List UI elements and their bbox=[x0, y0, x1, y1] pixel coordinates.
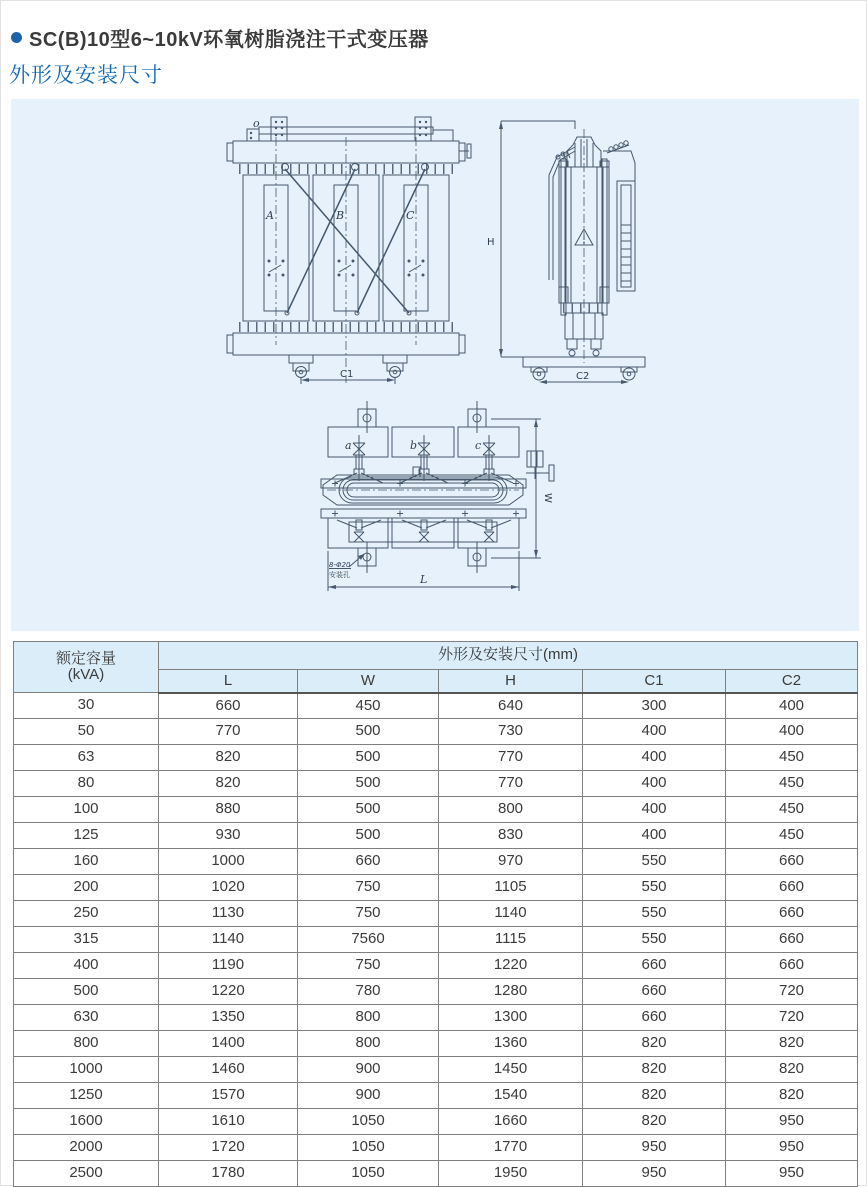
phase-label-c: c bbox=[475, 439, 482, 452]
dimension-cell: 900 bbox=[298, 1057, 439, 1083]
capacity-cell: 63 bbox=[14, 745, 159, 771]
dimension-cell: 640 bbox=[439, 693, 583, 719]
phase-label-C: C bbox=[406, 209, 415, 222]
dimension-cell: 800 bbox=[298, 1031, 439, 1057]
dimension-cell: 550 bbox=[583, 875, 726, 901]
mounting-tabs-bottom bbox=[358, 542, 486, 573]
dimension-cell: 500 bbox=[298, 771, 439, 797]
dimension-cell: 1720 bbox=[159, 1135, 298, 1161]
bushings-bottom bbox=[337, 520, 511, 542]
table-row bbox=[14, 849, 858, 875]
dimension-cell: 930 bbox=[159, 823, 298, 849]
dimension-cell: 750 bbox=[298, 901, 439, 927]
dimension-h bbox=[487, 121, 575, 357]
dimension-cell: 660 bbox=[159, 693, 298, 719]
capacity-cell: 630 bbox=[14, 1005, 159, 1031]
note-hole-spec: 8-Φ20 bbox=[329, 561, 351, 569]
table-row bbox=[14, 823, 858, 849]
dimension-cell: 7560 bbox=[298, 927, 439, 953]
dimension-cell: 1950 bbox=[439, 1161, 583, 1187]
lug-bolts bbox=[250, 121, 427, 139]
dim-l-label: L bbox=[420, 573, 428, 586]
capacity-cell: 800 bbox=[14, 1031, 159, 1057]
capacity-cell: 2000 bbox=[14, 1135, 159, 1161]
capacity-cell: 500 bbox=[14, 979, 159, 1005]
table-row bbox=[14, 797, 858, 823]
dimension-cell: 500 bbox=[298, 797, 439, 823]
dim-w-label: W bbox=[542, 493, 553, 503]
dimension-cell: 660 bbox=[726, 849, 858, 875]
side-fitting bbox=[526, 451, 554, 481]
column-header-W: W bbox=[298, 670, 439, 693]
dimension-cell: 660 bbox=[583, 1005, 726, 1031]
table-row bbox=[14, 1161, 858, 1187]
mounting-tabs-top bbox=[358, 401, 486, 433]
table-row bbox=[14, 1083, 858, 1109]
dimension-cell: 500 bbox=[298, 745, 439, 771]
terminal-panel bbox=[617, 181, 635, 291]
table-row bbox=[14, 1057, 858, 1083]
dimension-cell: 550 bbox=[583, 901, 726, 927]
dimension-cell: 450 bbox=[726, 823, 858, 849]
page-title bbox=[11, 23, 429, 52]
dimension-cell: 1280 bbox=[439, 979, 583, 1005]
dimensions-group-header: 外形及安装尺寸(mm) bbox=[159, 642, 858, 670]
capacity-cell: 2500 bbox=[14, 1161, 159, 1187]
dimension-cell: 1130 bbox=[159, 901, 298, 927]
table-row bbox=[14, 745, 858, 771]
capacity-cell: 100 bbox=[14, 797, 159, 823]
dimension-cell: 300 bbox=[583, 693, 726, 719]
capacity-cell: 125 bbox=[14, 823, 159, 849]
dim-c2-label: C2 bbox=[576, 371, 590, 382]
dimension-cell: 1140 bbox=[159, 927, 298, 953]
dimension-cell: 450 bbox=[726, 771, 858, 797]
note-hole-caption: 安装孔 bbox=[329, 571, 350, 579]
dimension-cell: 820 bbox=[583, 1109, 726, 1135]
dimension-cell: 950 bbox=[583, 1161, 726, 1187]
dimension-cell: 1115 bbox=[439, 927, 583, 953]
dimension-cell: 820 bbox=[159, 745, 298, 771]
dimension-cell: 820 bbox=[583, 1083, 726, 1109]
page-title-text: SC(B)10型6~10kV环氧树脂浇注干式变压器 bbox=[29, 29, 429, 51]
dimension-cell: 780 bbox=[298, 979, 439, 1005]
dim-h-label: H bbox=[487, 237, 495, 248]
phase-label-a: a bbox=[345, 439, 352, 452]
dimension-cell: 900 bbox=[298, 1083, 439, 1109]
bushings-top bbox=[335, 435, 513, 483]
dimension-cell: 820 bbox=[583, 1031, 726, 1057]
dimension-cell: 1360 bbox=[439, 1031, 583, 1057]
dimension-cell: 770 bbox=[439, 771, 583, 797]
capacity-cell: 1600 bbox=[14, 1109, 159, 1135]
dimension-cell: 750 bbox=[298, 953, 439, 979]
dimension-l bbox=[328, 551, 519, 591]
capacity-cell: 200 bbox=[14, 875, 159, 901]
dimension-table bbox=[13, 641, 858, 1187]
dimension-cell: 820 bbox=[726, 1083, 858, 1109]
dimension-cell: 750 bbox=[298, 875, 439, 901]
front-corner-label: o bbox=[253, 117, 260, 130]
bottom-clamp-row bbox=[328, 518, 519, 548]
dimension-cell: 770 bbox=[159, 719, 298, 745]
side-view-drawing bbox=[479, 105, 679, 387]
bullet-icon bbox=[11, 32, 22, 43]
table-row bbox=[14, 1135, 858, 1161]
capacity-cell: 30 bbox=[14, 693, 159, 719]
dimension-cell: 400 bbox=[726, 693, 858, 719]
capacity-cell: 160 bbox=[14, 849, 159, 875]
dimension-cell: 950 bbox=[583, 1135, 726, 1161]
table-row bbox=[14, 1005, 858, 1031]
capacity-cell: 400 bbox=[14, 953, 159, 979]
table-row bbox=[14, 1109, 858, 1135]
dimension-cell: 1190 bbox=[159, 953, 298, 979]
dimension-cell: 730 bbox=[439, 719, 583, 745]
dimension-cell: 970 bbox=[439, 849, 583, 875]
dimension-cell: 1000 bbox=[159, 849, 298, 875]
dimension-cell: 950 bbox=[726, 1109, 858, 1135]
table-row bbox=[14, 771, 858, 797]
dimension-cell: 660 bbox=[726, 953, 858, 979]
capacity-cell: 250 bbox=[14, 901, 159, 927]
dimension-cell: 1450 bbox=[439, 1057, 583, 1083]
dimension-cell: 660 bbox=[583, 979, 726, 1005]
table-row bbox=[14, 979, 858, 1005]
dimension-cell: 880 bbox=[159, 797, 298, 823]
front-view-drawing bbox=[221, 109, 471, 387]
dimension-cell: 660 bbox=[583, 953, 726, 979]
dimension-cell: 1350 bbox=[159, 1005, 298, 1031]
dimension-cell: 720 bbox=[726, 1005, 858, 1031]
phase-label-A: A bbox=[266, 209, 274, 222]
dimension-cell: 660 bbox=[726, 875, 858, 901]
lifting-lug-assembly bbox=[247, 117, 471, 158]
dimension-c2 bbox=[539, 371, 629, 384]
dimension-cell: 820 bbox=[159, 771, 298, 797]
dimension-cell: 1020 bbox=[159, 875, 298, 901]
dimension-cell: 550 bbox=[583, 927, 726, 953]
capacity-header-line1: 额定容量 bbox=[55, 649, 116, 667]
dimension-cell: 1400 bbox=[159, 1031, 298, 1057]
capacity-header-line2: (kVA) bbox=[67, 666, 105, 683]
dimension-cell: 660 bbox=[726, 927, 858, 953]
dimension-cell: 1610 bbox=[159, 1109, 298, 1135]
section-heading: 外形及安装尺寸 bbox=[9, 64, 163, 87]
table-row bbox=[14, 953, 858, 979]
table-row bbox=[14, 927, 858, 953]
table-body bbox=[14, 693, 858, 1187]
dimension-cell: 800 bbox=[298, 1005, 439, 1031]
dimension-cell: 550 bbox=[583, 849, 726, 875]
dimension-cell: 450 bbox=[298, 693, 439, 719]
dimension-cell: 660 bbox=[726, 901, 858, 927]
capacity-column-header bbox=[14, 642, 159, 693]
dimension-cell: 1220 bbox=[439, 953, 583, 979]
dimension-cell: 1780 bbox=[159, 1161, 298, 1187]
dimension-cell: 820 bbox=[583, 1057, 726, 1083]
column-header-L: L bbox=[159, 670, 298, 693]
dimension-cell: 450 bbox=[726, 745, 858, 771]
dimension-cell: 950 bbox=[726, 1161, 858, 1187]
table-row bbox=[14, 693, 858, 719]
top-view-drawing bbox=[301, 391, 566, 616]
phase-label-B: B bbox=[336, 209, 345, 222]
table-row bbox=[14, 719, 858, 745]
dimension-cell: 450 bbox=[726, 797, 858, 823]
dimension-cell: 1050 bbox=[298, 1109, 439, 1135]
phase-label-b: b bbox=[410, 439, 418, 452]
dimension-cell: 400 bbox=[583, 719, 726, 745]
lower-rail bbox=[321, 509, 526, 518]
dimension-cell: 1220 bbox=[159, 979, 298, 1005]
dimension-cell: 820 bbox=[726, 1057, 858, 1083]
coil-outline bbox=[323, 467, 523, 505]
dimension-cell: 400 bbox=[583, 771, 726, 797]
dimension-cell: 820 bbox=[726, 1031, 858, 1057]
dimension-cell: 400 bbox=[726, 719, 858, 745]
dimension-cell: 1540 bbox=[439, 1083, 583, 1109]
column-header-C2: C2 bbox=[726, 670, 858, 693]
table-row bbox=[14, 875, 858, 901]
dimension-cell: 400 bbox=[583, 745, 726, 771]
dimension-cell: 1050 bbox=[298, 1161, 439, 1187]
dimension-c1 bbox=[301, 369, 395, 382]
column-header-C1: C1 bbox=[583, 670, 726, 693]
dimension-cell: 1050 bbox=[298, 1135, 439, 1161]
tie-rods bbox=[282, 164, 429, 316]
dimension-cell: 500 bbox=[298, 823, 439, 849]
column-header-H: H bbox=[439, 670, 583, 693]
dimension-cell: 1770 bbox=[439, 1135, 583, 1161]
dimension-cell: 1460 bbox=[159, 1057, 298, 1083]
dimension-cell: 830 bbox=[439, 823, 583, 849]
capacity-cell: 1000 bbox=[14, 1057, 159, 1083]
dimension-cell: 1140 bbox=[439, 901, 583, 927]
dimension-cell: 1105 bbox=[439, 875, 583, 901]
dimension-cell: 400 bbox=[583, 823, 726, 849]
dimension-cell: 400 bbox=[583, 797, 726, 823]
capacity-cell: 315 bbox=[14, 927, 159, 953]
dimension-cell: 660 bbox=[298, 849, 439, 875]
capacity-cell: 1250 bbox=[14, 1083, 159, 1109]
dim-c1-label: C1 bbox=[340, 369, 354, 380]
dimension-cell: 950 bbox=[726, 1135, 858, 1161]
table-row bbox=[14, 1031, 858, 1057]
dimension-cell: 770 bbox=[439, 745, 583, 771]
dimension-cell: 720 bbox=[726, 979, 858, 1005]
dimension-cell: 1300 bbox=[439, 1005, 583, 1031]
table-header-row-1 bbox=[14, 642, 858, 670]
capacity-cell: 80 bbox=[14, 771, 159, 797]
side-lower-core bbox=[565, 313, 603, 356]
table-row bbox=[14, 901, 858, 927]
drawing-panel bbox=[11, 99, 859, 631]
dimension-cell: 800 bbox=[439, 797, 583, 823]
dimension-cell: 1570 bbox=[159, 1083, 298, 1109]
capacity-cell: 50 bbox=[14, 719, 159, 745]
dimension-cell: 1660 bbox=[439, 1109, 583, 1135]
dimension-cell: 500 bbox=[298, 719, 439, 745]
